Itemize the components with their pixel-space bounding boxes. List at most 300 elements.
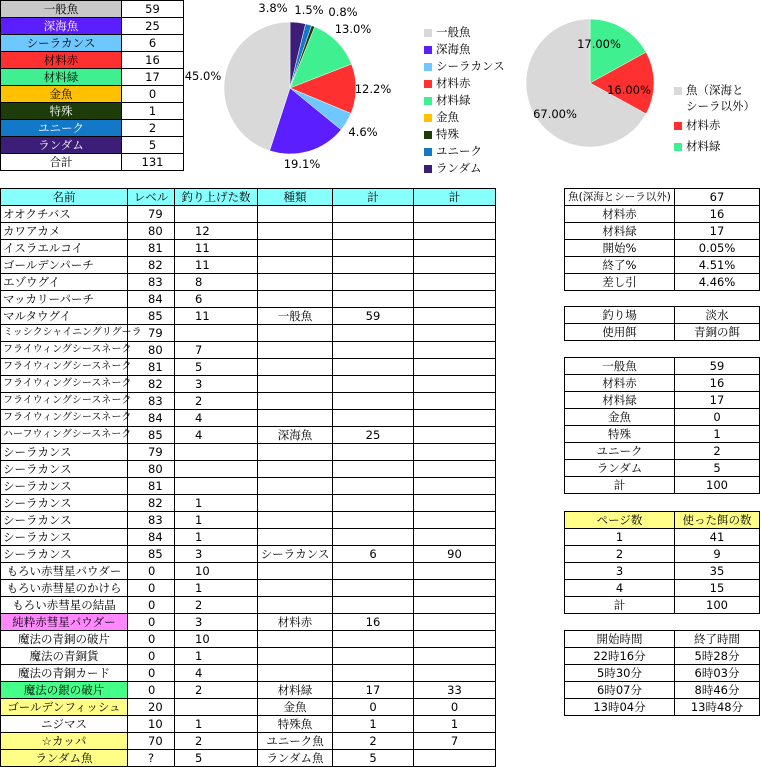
fish-name: シーラカンス xyxy=(1,546,128,563)
summary-table xyxy=(0,0,184,171)
table-row xyxy=(1,461,496,478)
legend-item xyxy=(674,138,755,155)
summary-count: 5 xyxy=(122,137,184,154)
table-row xyxy=(1,291,496,308)
place-label: 使用餌 xyxy=(565,324,675,341)
total xyxy=(414,240,496,257)
catch-count: 4 xyxy=(175,665,258,682)
pages-table xyxy=(564,511,760,614)
place-value: 淡水 xyxy=(675,307,760,324)
total xyxy=(414,614,496,631)
pie-data-label: 1.5% xyxy=(294,3,324,17)
fish-name: ☆カッパ xyxy=(1,733,128,750)
summary-count: 1 xyxy=(122,103,184,120)
table-row xyxy=(1,444,496,461)
fish-name: フライウィングシースネーク xyxy=(1,410,128,427)
total xyxy=(414,750,496,767)
subtotal xyxy=(333,376,414,393)
total xyxy=(414,274,496,291)
type xyxy=(258,359,333,376)
pages-value: 35 xyxy=(675,563,760,580)
stats-label: 材料赤 xyxy=(565,206,675,223)
legend-label: シーラ以外） xyxy=(686,99,755,113)
column-header: 計 xyxy=(333,189,414,206)
type xyxy=(258,495,333,512)
table-row xyxy=(1,495,496,512)
summary-row xyxy=(1,35,184,52)
summary-row xyxy=(1,52,184,69)
type xyxy=(258,580,333,597)
type: 深海魚 xyxy=(258,427,333,444)
legend-swatch xyxy=(424,165,432,173)
column-header: 釣り上げた数 xyxy=(175,189,258,206)
total: 7 xyxy=(414,733,496,750)
times-label: 5時30分 xyxy=(565,665,675,682)
subtotal xyxy=(333,223,414,240)
summary-label: 金魚 xyxy=(1,86,122,103)
counts-label: ユニーク xyxy=(565,443,675,460)
table-row xyxy=(1,699,496,716)
pages-value: 41 xyxy=(675,529,760,546)
column-header: ページ数 xyxy=(565,512,675,529)
table-row xyxy=(1,597,496,614)
fish-name: カワアカメ xyxy=(1,223,128,240)
fish-name: エゾウグイ xyxy=(1,274,128,291)
level: 85 xyxy=(128,427,175,444)
subtotal xyxy=(333,274,414,291)
fish-catch-table xyxy=(0,188,496,767)
counts-value: 16 xyxy=(675,375,760,392)
subtotal xyxy=(333,512,414,529)
stats-label: 開始% xyxy=(565,240,675,257)
table-row xyxy=(1,342,496,359)
type: 材料緑 xyxy=(258,682,333,699)
counts-label: 金魚 xyxy=(565,409,675,426)
legend-swatch xyxy=(424,114,432,122)
table-row xyxy=(565,392,760,409)
summary-count: 25 xyxy=(122,18,184,35)
legend-label: 材料緑 xyxy=(686,139,721,153)
summary-row xyxy=(1,120,184,137)
counts-value: 59 xyxy=(675,358,760,375)
table-row xyxy=(1,223,496,240)
fish-name: もろい赤彗星パウダー xyxy=(1,563,128,580)
subtotal: 1 xyxy=(333,716,414,733)
level: 10 xyxy=(128,716,175,733)
table-row xyxy=(1,546,496,563)
pie-data-label: 0.8% xyxy=(328,5,358,19)
catch-count: 5 xyxy=(175,359,258,376)
stats-value: 17 xyxy=(675,223,760,240)
level: 80 xyxy=(128,342,175,359)
stats-value: 4.46% xyxy=(675,274,760,291)
level: 82 xyxy=(128,376,175,393)
catch-count: 3 xyxy=(175,376,258,393)
subtotal xyxy=(333,563,414,580)
stats-value: 0.05% xyxy=(675,240,760,257)
summary-count: 17 xyxy=(122,69,184,86)
catch-count xyxy=(175,444,258,461)
subtotal xyxy=(333,597,414,614)
type xyxy=(258,665,333,682)
column-header: 終了時間 xyxy=(675,631,760,648)
subtotal xyxy=(333,529,414,546)
table-row xyxy=(565,409,760,426)
total xyxy=(414,223,496,240)
type xyxy=(258,274,333,291)
counts-value: 0 xyxy=(675,409,760,426)
level: 0 xyxy=(128,614,175,631)
subtotal xyxy=(333,648,414,665)
summary-row xyxy=(1,86,184,103)
table-row xyxy=(565,597,760,614)
column-header: 使った餌の数 xyxy=(675,512,760,529)
legend-item xyxy=(424,58,505,75)
type xyxy=(258,223,333,240)
summary-count: 0 xyxy=(122,86,184,103)
times-label: 13時04分 xyxy=(565,699,675,716)
legend-label: 材料赤 xyxy=(436,76,471,90)
table-row xyxy=(565,240,760,257)
fish-name: ゴールデンパーチ xyxy=(1,257,128,274)
catch-count: 2 xyxy=(175,682,258,699)
total xyxy=(414,461,496,478)
type xyxy=(258,529,333,546)
level: 0 xyxy=(128,597,175,614)
legend-swatch xyxy=(424,131,432,139)
level: 81 xyxy=(128,478,175,495)
catch-count: 4 xyxy=(175,410,258,427)
fish-name: シーラカンス xyxy=(1,529,128,546)
table-row xyxy=(565,546,760,563)
counts-value: 2 xyxy=(675,443,760,460)
legend-swatch xyxy=(424,80,432,88)
subtotal: 6 xyxy=(333,546,414,563)
pages-label: 3 xyxy=(565,563,675,580)
legend-swatch xyxy=(424,63,432,71)
subtotal: 17 xyxy=(333,682,414,699)
counts-value: 5 xyxy=(675,460,760,477)
table-row xyxy=(1,359,496,376)
summary-label: ランダム xyxy=(1,137,122,154)
legend-label: 材料緑 xyxy=(436,93,471,107)
type xyxy=(258,393,333,410)
pie-data-label: 16.00% xyxy=(607,83,651,97)
table-row xyxy=(1,733,496,750)
legend-swatch xyxy=(674,87,682,95)
table-row xyxy=(1,665,496,682)
legend-label: 深海魚 xyxy=(436,42,471,56)
times-value: 5時28分 xyxy=(675,648,760,665)
subtotal xyxy=(333,291,414,308)
legend-item xyxy=(674,99,755,114)
subtotal: 5 xyxy=(333,750,414,767)
fish-name: ゴールデンフィッシュ xyxy=(1,699,128,716)
catch-count: 2 xyxy=(175,733,258,750)
fish-name: オオクチバス xyxy=(1,206,128,223)
subtotal xyxy=(333,444,414,461)
legend-swatch xyxy=(674,143,682,151)
column-header: 開始時間 xyxy=(565,631,675,648)
total: 90 xyxy=(414,546,496,563)
fish-name: ミッシクシャイニングリグーラ xyxy=(1,325,128,342)
subtotal xyxy=(333,393,414,410)
legend-label: ランダム xyxy=(436,161,482,175)
legend-label: ユニーク xyxy=(436,144,482,158)
type: 一般魚 xyxy=(258,308,333,325)
summary-label: 深海魚 xyxy=(1,18,122,35)
level: 80 xyxy=(128,461,175,478)
level: 85 xyxy=(128,546,175,563)
legend-item xyxy=(424,24,505,41)
level: 0 xyxy=(128,682,175,699)
stats-value: 67 xyxy=(675,189,760,206)
subtotal xyxy=(333,410,414,427)
summary-count: 131 xyxy=(122,154,184,171)
total: 0 xyxy=(414,699,496,716)
column-header: 名前 xyxy=(1,189,128,206)
pages-value: 15 xyxy=(675,580,760,597)
fish-name: マルタウグイ xyxy=(1,308,128,325)
column-header: レベル xyxy=(128,189,175,206)
counts-value: 17 xyxy=(675,392,760,409)
summary-row xyxy=(1,103,184,120)
place-label: 釣り場 xyxy=(565,307,675,324)
catch-count: 1 xyxy=(175,529,258,546)
total xyxy=(414,631,496,648)
subtotal xyxy=(333,495,414,512)
table-row xyxy=(1,648,496,665)
catch-count xyxy=(175,461,258,478)
level: 83 xyxy=(128,512,175,529)
fish-name: 魔法の銀の破片 xyxy=(1,682,128,699)
stats-value: 4.51% xyxy=(675,257,760,274)
summary-count: 16 xyxy=(122,52,184,69)
level: 82 xyxy=(128,257,175,274)
legend-item xyxy=(674,117,755,134)
table-row xyxy=(565,648,760,665)
summary-label: 特殊 xyxy=(1,103,122,120)
subtotal xyxy=(333,359,414,376)
level: 0 xyxy=(128,563,175,580)
legend-label: 材料赤 xyxy=(686,118,721,132)
summary-label: 材料赤 xyxy=(1,52,122,69)
pages-label: 4 xyxy=(565,580,675,597)
level: ? xyxy=(128,750,175,767)
legend-item xyxy=(424,92,505,109)
catch-count: 1 xyxy=(175,648,258,665)
table-row xyxy=(565,580,760,597)
times-table xyxy=(564,630,760,716)
pie-data-label: 3.8% xyxy=(258,1,288,15)
level: 0 xyxy=(128,580,175,597)
summary-row xyxy=(1,1,184,18)
table-row xyxy=(565,257,760,274)
table-row xyxy=(565,324,760,341)
fish-name: シーラカンス xyxy=(1,461,128,478)
level: 81 xyxy=(128,359,175,376)
total xyxy=(414,291,496,308)
legend-label: 金魚 xyxy=(436,110,459,124)
counts-label: 一般魚 xyxy=(565,358,675,375)
legend-item xyxy=(424,126,505,143)
subtotal: 2 xyxy=(333,733,414,750)
column-header: 種類 xyxy=(258,189,333,206)
catch-count: 11 xyxy=(175,257,258,274)
total: 33 xyxy=(414,682,496,699)
table-row xyxy=(1,512,496,529)
type xyxy=(258,648,333,665)
catch-count xyxy=(175,325,258,342)
summary-label: ユニーク xyxy=(1,120,122,137)
total xyxy=(414,478,496,495)
level: 84 xyxy=(128,529,175,546)
pie-chart-materials xyxy=(515,0,675,180)
subtotal xyxy=(333,631,414,648)
subtotal: 59 xyxy=(333,308,414,325)
catch-count: 1 xyxy=(175,512,258,529)
summary-label: 合計 xyxy=(1,154,122,171)
subtotal: 25 xyxy=(333,427,414,444)
total xyxy=(414,206,496,223)
summary-label: シーラカンス xyxy=(1,35,122,52)
table-row xyxy=(1,274,496,291)
table-row xyxy=(565,426,760,443)
legend-swatch xyxy=(674,122,682,130)
fish-name: ランダム魚 xyxy=(1,750,128,767)
table-row xyxy=(565,563,760,580)
type xyxy=(258,512,333,529)
total xyxy=(414,495,496,512)
fish-name: 魔法の青銅カード xyxy=(1,665,128,682)
type xyxy=(258,597,333,614)
level: 70 xyxy=(128,733,175,750)
total xyxy=(414,512,496,529)
table-row xyxy=(1,308,496,325)
fish-name: ハーフウィングシースネーク xyxy=(1,427,128,444)
table-row xyxy=(1,478,496,495)
table-row xyxy=(1,325,496,342)
summary-row xyxy=(1,18,184,35)
counts-label: 計 xyxy=(565,477,675,494)
type xyxy=(258,444,333,461)
total xyxy=(414,393,496,410)
pages-value: 9 xyxy=(675,546,760,563)
fish-name: シーラカンス xyxy=(1,512,128,529)
type xyxy=(258,342,333,359)
legend-label: シーラカンス xyxy=(436,59,505,73)
pie-data-label: 17.00% xyxy=(577,37,621,51)
level: 82 xyxy=(128,495,175,512)
catch-count: 3 xyxy=(175,546,258,563)
table-row xyxy=(1,631,496,648)
level: 20 xyxy=(128,699,175,716)
catch-count: 8 xyxy=(175,274,258,291)
pie-data-label: 67.00% xyxy=(533,107,577,121)
subtotal xyxy=(333,325,414,342)
subtotal xyxy=(333,342,414,359)
subtotal xyxy=(333,580,414,597)
stats-label: 材料緑 xyxy=(565,223,675,240)
fish-name: シーラカンス xyxy=(1,478,128,495)
type xyxy=(258,631,333,648)
type xyxy=(258,563,333,580)
total xyxy=(414,427,496,444)
subtotal: 16 xyxy=(333,614,414,631)
table-row xyxy=(565,274,760,291)
legend-swatch xyxy=(424,97,432,105)
fish-name: シーラカンス xyxy=(1,444,128,461)
stats-value: 16 xyxy=(675,206,760,223)
subtotal xyxy=(333,461,414,478)
subtotal xyxy=(333,240,414,257)
fish-name: 魔法の青銅の破片 xyxy=(1,631,128,648)
type xyxy=(258,410,333,427)
level: 85 xyxy=(128,308,175,325)
pie-data-label: 19.1% xyxy=(283,157,321,171)
table-row xyxy=(1,257,496,274)
counts-label: 特殊 xyxy=(565,426,675,443)
table-row xyxy=(565,358,760,375)
level: 0 xyxy=(128,631,175,648)
total xyxy=(414,410,496,427)
total: 1 xyxy=(414,716,496,733)
level: 83 xyxy=(128,393,175,410)
catch-count: 1 xyxy=(175,716,258,733)
counts-table xyxy=(564,357,760,494)
times-value: 8時46分 xyxy=(675,682,760,699)
catch-count: 7 xyxy=(175,342,258,359)
fishing-place-table xyxy=(564,306,760,341)
type: 材料赤 xyxy=(258,614,333,631)
total xyxy=(414,444,496,461)
legend-label: 魚（深海と xyxy=(686,83,744,97)
summary-count: 59 xyxy=(122,1,184,18)
type xyxy=(258,325,333,342)
total xyxy=(414,376,496,393)
legend-item xyxy=(424,109,505,126)
legend-item xyxy=(674,82,755,99)
catch-count: 1 xyxy=(175,495,258,512)
type: ランダム魚 xyxy=(258,750,333,767)
catch-count: 1 xyxy=(175,580,258,597)
table-row xyxy=(565,699,760,716)
fish-name: もろい赤彗星の結晶 xyxy=(1,597,128,614)
table-row xyxy=(565,460,760,477)
times-label: 6時07分 xyxy=(565,682,675,699)
table-row xyxy=(1,580,496,597)
legend-swatch xyxy=(424,148,432,156)
table-row xyxy=(1,410,496,427)
pie-data-label: 12.2% xyxy=(354,82,392,96)
summary-row xyxy=(1,69,184,86)
legend-materials xyxy=(674,82,755,155)
pie-data-label: 13.0% xyxy=(334,22,372,36)
table-row xyxy=(1,716,496,733)
summary-row xyxy=(1,137,184,154)
fish-name: もろい赤彗星のかけら xyxy=(1,580,128,597)
legend-label: 特殊 xyxy=(436,127,459,141)
legend-item xyxy=(424,41,505,58)
times-value: 13時48分 xyxy=(675,699,760,716)
legend-swatch xyxy=(424,46,432,54)
table-row xyxy=(565,682,760,699)
table-row xyxy=(565,206,760,223)
table-row xyxy=(565,665,760,682)
type: ユニーク魚 xyxy=(258,733,333,750)
table-row xyxy=(565,189,760,206)
level: 79 xyxy=(128,325,175,342)
